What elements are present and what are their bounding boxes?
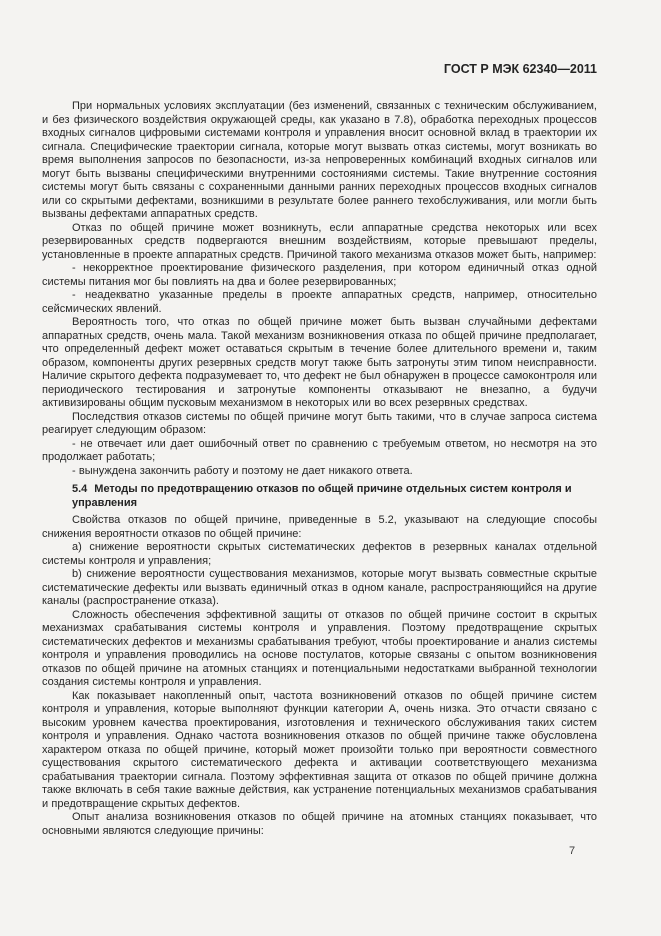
section-title: Методы по предотвращению отказов по общей причине отдельных систем контроля и управления [72, 483, 572, 509]
list-item-letter: b) снижение вероятности существования механизмов, которые могут вызвать совместные скрытые систематические дефекты или вызвать единичный отказ в одном канале, распространяющийся на другие каналы (распространение отказа). [42, 568, 597, 607]
list-item-dash: - вынуждена закончить работу и поэтому не дает никакого ответа. [72, 464, 413, 477]
list-item-dash: - некорректное проектирование физического разделения, при котором единичный отказ одной системы питания мог бы повлиять на два и более резервированных; [42, 262, 597, 288]
list-item-dash: - неадекватно указанные пределы в проекте аппаратных средств, например, относительно сейсмических явлений. [42, 289, 597, 315]
doc-code-header: ГОСТ Р МЭК 62340—2011 [443, 62, 597, 76]
page-content [42, 62, 597, 838]
section-number: 5.4 [72, 483, 88, 495]
paragraph: При нормальных условиях эксплуатации (без изменений, связанных с техническим обслуживанием, и без физического воздействия окружающей среды, как указано в 7.8), обработка переходных процессов входных сигналов цифровыми системами контроля и управления вносит основной вклад в траектории их сигнала. Специфические траектории сигнала, которые могут вызвать отказ системы, могут возникать во время выполнения запросов по безопасности, из-за непроверенных комбинаций входных сигналов или могут быть вызваны специфическими внутренними состояниями системы. Такие внутренние состояния системы могут быть связаны с сохраненными данными ранних переходных процессов входных сигналов или со скрытыми дефектами, возникшими в результате более раннего техобслуживания, или могли быть вызваны дефектами аппаратных средств. [42, 100, 597, 220]
paragraph: Свойства отказов по общей причине, приведенные в 5.2, указывают на следующие способы снижения вероятности отказов по общей причине: [42, 514, 597, 540]
paragraph: Сложность обеспечения эффективной защиты от отказов по общей причине состоит в скрытых механизмах срабатывания системы контроля и управления. Поэтому предотвращение скрытых систематических дефектов и механизмы срабатывания требуют, чтобы проектирование и анализ системы контроля и управления проводились на основе постулатов, которые связаны с опытом возникновения отказов по общей причине на атомных станциях и потенциальными недостатками выбранной технологии создания системы контроля и управления. [42, 608, 597, 688]
paragraph: Опыт анализа возникновения отказов по общей причине на атомных станциях показывает, что основными являются следующие причины: [42, 811, 597, 837]
text-body [42, 100, 597, 838]
page-number: 7 [568, 845, 576, 857]
paragraph: Последствия отказов системы по общей причине могут быть такими, что в случае запроса система реагирует следующим образом: [42, 410, 597, 436]
paragraph: Вероятность того, что отказ по общей причине может быть вызван случайными дефектами аппаратных средств, очень мала. Такой механизм возникновения отказа по общей причине предполагает, что определенный дефект может оставаться скрытым в течение более длительного времени и, таким образом, компоненты других резервных средств могут также быть затронуты этим типом неисправности. Наличие скрытого дефекта подразумевает то, что дефект не был обнаружен в процессе самоконтроля или периодического тестирования и затронутые компоненты отказывают не внезапно, а будучи активизированы общим пусковым механизмом в некоторых или во всех резервных средствах. [42, 316, 597, 409]
section-heading-5-4 [42, 483, 597, 510]
paragraph: Как показывает накопленный опыт, частота возникновений отказов по общей причине систем контроля и управления, которые выполняют функции категории А, очень низка. Это отчасти связано с высоким уровнем качества проектирования, изготовления и технического обслуживания таких систем контроля и управления. Однако частота возникновения отказов по общей причине также обусловлена характером отказа по общей причине, который может произойти только при вероятности совместного существования скрытого систематического дефекта и активации соответствующего механизма срабатывания траектории сигнала. Поэтому эффективная защита от отказов по общей причине должна также включать в себя такие важные действия, как устранение потенциальных механизмов срабатывания и предотвращение скрытых дефектов. [42, 689, 597, 810]
paragraph: Отказ по общей причине может возникнуть, если аппаратные средства некоторых или всех резервированных средств подвергаются внешним воздействиям, которые превышают пределы, установленные в проекте аппаратных средств. Причиной такого механизма отказов может быть, например: [42, 221, 597, 261]
list-item-dash: - не отвечает или дает ошибочный ответ по сравнению с требуемым ответом, но несмотря на это продолжает работать; [42, 437, 597, 463]
list-item-letter: a) снижение вероятности скрытых систематических дефектов в резервных каналах отдельной системы контроля и управления; [42, 541, 597, 567]
